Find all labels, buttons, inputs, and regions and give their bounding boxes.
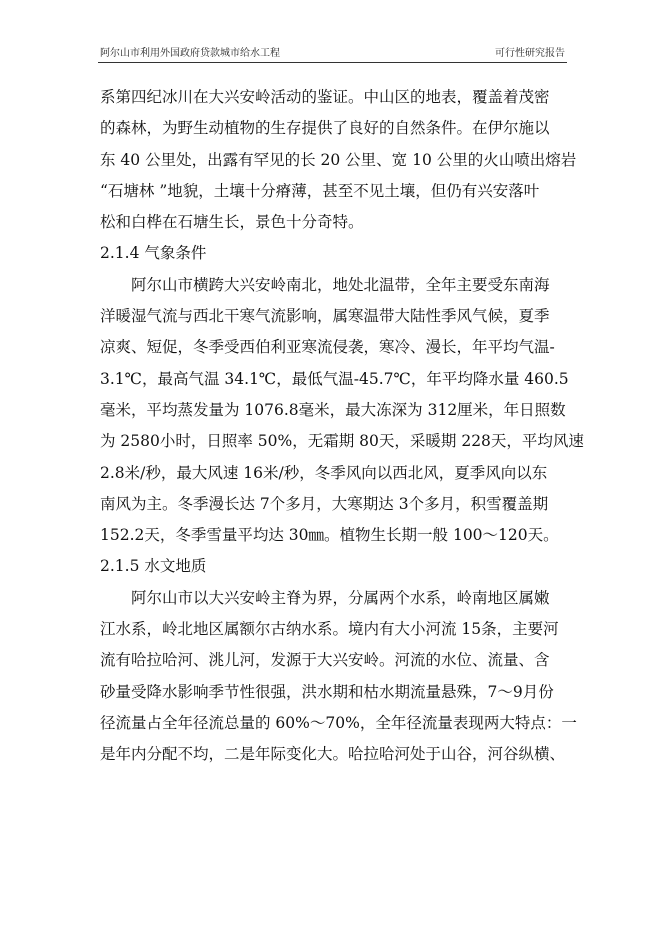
text-line: 为 2580小时，日照率 50%，无霜期 80天，采暖期 228天，平均风速 [100,432,584,451]
text-line: 2.8米/秒，最大风速 16米/秒，冬季风向以西北风，夏季风向以东 [100,463,548,482]
running-header [100,46,565,62]
paragraph-first-line: 阿尔山市以大兴安岭主脊为界，分属两个水系，岭南地区属嫩 [131,588,550,607]
text-line: 毫米，平均蒸发量为 1076.8毫米，最大冻深为 312厘米，年日照数 [100,400,566,419]
paragraph-first-line: 阿尔山市横跨大兴安岭南北，地处北温带，全年主要受东南海 [131,275,550,294]
header-project-title: 阿尔山市利用外国政府贷款城市给水工程 [100,48,280,59]
text-line: 系第四纪冰川在大兴安岭活动的鉴证。中山区的地表，覆盖着茂密 [100,88,550,106]
body-text [100,82,584,771]
text-line: 江水系，岭北地区属额尔古纳水系。境内有大小河流 15条，主要河 [100,620,559,639]
text-line: 3.1℃，最高气温 34.1℃，最低气温-45.7℃，年平均降水量 460.5 [100,369,569,388]
text-line: 砂量受降水影响季节性很强，洪水期和枯水期流量悬殊，7～9月份 [100,682,554,701]
section-heading-2-1-4: 2.1.4 气象条件 [100,244,207,263]
text-line: 流有哈拉哈河、洮儿河，发源于大兴安岭。河流的水位、流量、含 [100,651,550,670]
header-report-type: 可行性研究报告 [495,48,565,59]
text-line: 东 40 公里处，出露有罕见的长 20 公里、宽 10 公里的火山喷出熔岩 [100,150,577,169]
header-rule [98,62,567,63]
text-line: 是年内分配不均，二是年际变化大。哈拉哈河处于山谷，河谷纵横、 [100,745,566,764]
text-line: 松和白桦在石塘生长，景色十分奇特。 [100,213,364,232]
text-line: “石塘林 ”地貌，土壤十分瘠薄，甚至不见土壤，但仍有兴安落叶 [100,181,540,200]
text-line: 的森林，为野生动植物的生存提供了良好的自然条件。在伊尔施以 [100,119,550,138]
text-line: 152.2天，冬季雪量平均达 30㎜。植物生长期一般 100～120天。 [100,526,559,545]
text-line: 洋暖湿气流与西北干寒气流影响，属寒温带大陆性季风气候，夏季 [100,307,550,326]
text-line: 南风为主。冬季漫长达 7个多月，大寒期达 3个多月，积雪覆盖期 [100,494,549,513]
text-line: 径流量占全年径流总量的 60%～70%，全年径流量表现两大特点：一 [100,713,577,732]
text-line: 凉爽、短促，冬季受西伯利亚寒流侵袭，寒冷、漫长，年平均气温- [100,338,555,357]
section-heading-2-1-5: 2.1.5 水文地质 [100,557,207,576]
